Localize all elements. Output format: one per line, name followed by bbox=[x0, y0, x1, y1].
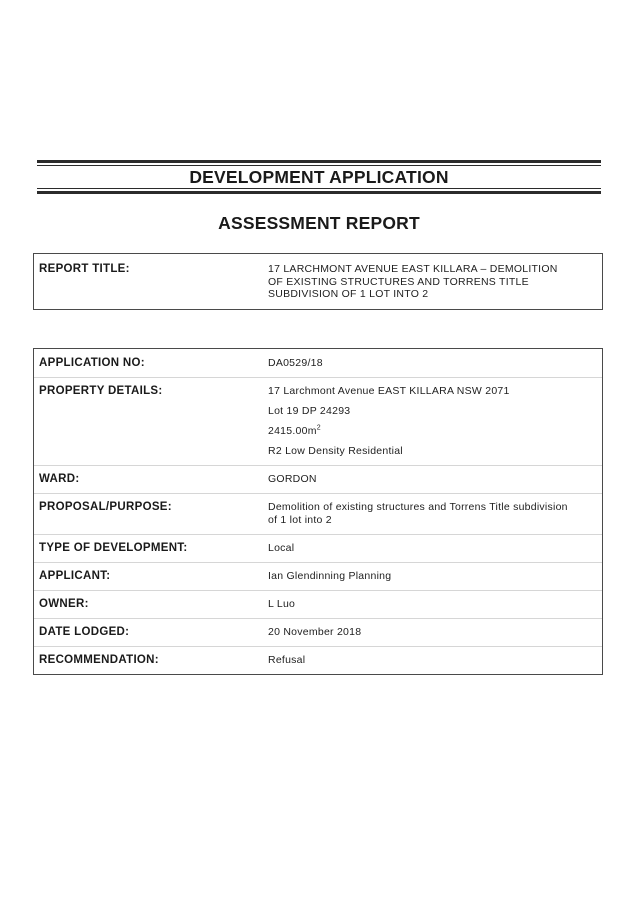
property-details-label: PROPERTY DETAILS: bbox=[39, 385, 163, 397]
property-address: 17 Larchmont Avenue EAST KILLARA NSW 2071 bbox=[268, 385, 510, 397]
row-proposal bbox=[34, 493, 602, 535]
type-of-development-label: TYPE OF DEVELOPMENT: bbox=[39, 542, 188, 554]
header-top-thick-rule bbox=[37, 160, 601, 163]
ward-label: WARD: bbox=[39, 473, 80, 485]
property-lot: Lot 19 DP 24293 bbox=[268, 405, 351, 417]
row-owner bbox=[34, 590, 602, 619]
recommendation-value: Refusal bbox=[268, 654, 306, 666]
row-ward bbox=[34, 465, 602, 494]
row-date-lodged bbox=[34, 618, 602, 647]
report-title-value bbox=[268, 263, 598, 301]
report-title-box bbox=[33, 253, 603, 310]
property-area bbox=[268, 425, 598, 445]
proposal-value bbox=[268, 501, 598, 527]
document-title: DEVELOPMENT APPLICATION bbox=[189, 167, 449, 187]
application-details-table bbox=[33, 348, 603, 675]
property-area-unit-superscript: 2 bbox=[316, 424, 321, 432]
row-application-no bbox=[34, 349, 602, 378]
date-lodged-value: 20 November 2018 bbox=[268, 626, 362, 638]
report-title-line: SUBDIVISION OF 1 LOT INTO 2 bbox=[268, 288, 429, 300]
ward-value: GORDON bbox=[268, 473, 317, 485]
row-applicant bbox=[34, 562, 602, 591]
row-type-of-development bbox=[34, 534, 602, 563]
property-area-value: 2415.00m bbox=[268, 425, 317, 437]
proposal-line: of 1 lot into 2 bbox=[268, 514, 332, 526]
header-top-thin-rule bbox=[37, 165, 601, 166]
date-lodged-label: DATE LODGED: bbox=[39, 626, 130, 638]
proposal-line: Demolition of existing structures and Torrens Title subdivision bbox=[268, 501, 568, 513]
row-recommendation bbox=[34, 646, 602, 674]
applicant-label: APPLICANT: bbox=[39, 570, 111, 582]
report-title-line: 17 LARCHMONT AVENUE EAST KILLARA – DEMOLITION bbox=[268, 263, 558, 275]
application-no-value: DA0529/18 bbox=[268, 357, 323, 369]
document-subtitle: ASSESSMENT REPORT bbox=[218, 213, 420, 233]
applicant-value: Ian Glendinning Planning bbox=[268, 570, 392, 582]
owner-value: L Luo bbox=[268, 598, 296, 610]
property-zoning: R2 Low Density Residential bbox=[268, 445, 403, 457]
header-bottom-thick-rule bbox=[37, 191, 601, 194]
report-title-line: OF EXISTING STRUCTURES AND TORRENS TITLE bbox=[268, 275, 529, 288]
header-bottom-thin-rule bbox=[37, 188, 601, 189]
owner-label: OWNER: bbox=[39, 598, 89, 610]
row-property-details bbox=[34, 377, 602, 466]
application-no-label: APPLICATION NO: bbox=[39, 357, 145, 369]
proposal-label: PROPOSAL/PURPOSE: bbox=[39, 501, 172, 513]
report-title-label: REPORT TITLE: bbox=[39, 263, 130, 275]
recommendation-label: RECOMMENDATION: bbox=[39, 654, 159, 666]
property-details-value bbox=[268, 385, 598, 465]
type-of-development-value: Local bbox=[268, 542, 295, 554]
